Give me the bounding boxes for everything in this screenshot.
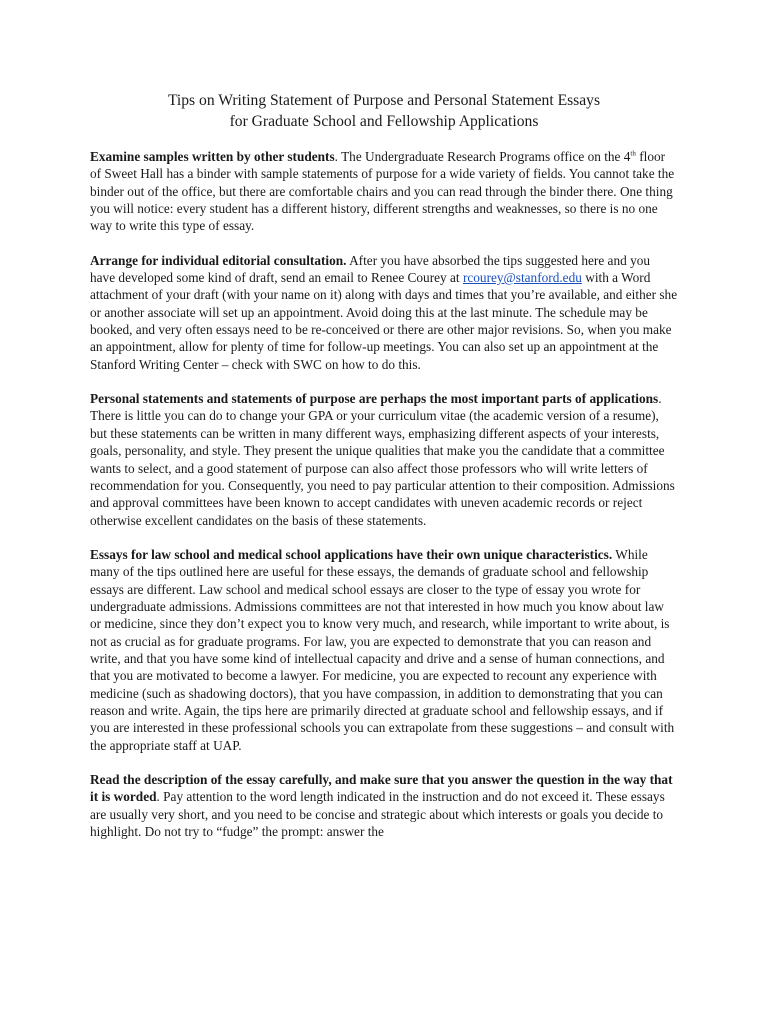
paragraph-editorial-consultation — [90, 252, 678, 373]
paragraph-text: . Pay attention to the word length indicated in the instruction and do not exceed it. These essays are usually very short, and you need to be concise and strategic about which interests or goals you decide to highlight. Do not try to “fudge” the prompt: answer the — [90, 789, 665, 840]
paragraph-text: After you have absorbed the tips suggested here and you have developed some kind of draft, send an email to Renee Courey at — [90, 252, 651, 286]
paragraph-examine-samples — [90, 148, 678, 235]
title-line-1: Tips on Writing Statement of Purpose and Personal Statement Essays — [167, 92, 601, 109]
paragraph-read-description — [90, 771, 678, 840]
title-line-2: for Graduate School and Fellowship Applications — [229, 113, 539, 130]
paragraph-text: with a Word attachment of your draft (with your name on it) along with days and times that you’re available, and either she or another associate will set up an appointment. Avoid doing this at the last minute. The schedule may be booked, and very often essays need to be re-conceived or there are other major revisions. So, when you make an appointment, allow for plenty of time for follow-up meetings. You can also set up an appointment at the Stanford Writing Center – check with SWC on how to do this. — [90, 270, 678, 372]
paragraph-text: . There is little you can do to change your GPA or your curriculum vitae (the academic version of a resume), but these statements can be written in many different ways, emphasizing different aspects of your interests, goals, personality, and style. They present the unique qualities that make you the candidate that a committee wants to select, and a good statement of purpose can also affect those professors who will write letters of recommendation for you. Consequently, you need to pay particular attention to their composition. Admissions and approval committees have been known to accept candidates with uneven academic records or reject otherwise excellent candidates on the basis of these statements. — [90, 391, 675, 528]
paragraph-lead: Arrange for individual editorial consultation. — [90, 252, 347, 268]
paragraph-personal-statements — [90, 390, 678, 529]
paragraph-text: . The Undergraduate Research Programs office on the 4 — [334, 149, 631, 164]
paragraph-lead: Read the description of the essay carefully, and make sure that you answer the question in the way that it is worded — [90, 772, 673, 805]
document-title — [90, 90, 678, 132]
paragraph-law-medical-essays — [90, 546, 678, 754]
paragraph-lead: Essays for law school and medical school applications have their own unique characteristics. — [90, 546, 613, 562]
paragraph-text: While many of the tips outlined here are useful for these essays, the demands of graduate school and fellowship essays are different. Law school and medical school essays are closer to the type of essay you wrote for undergraduate admissions. Admissions committees are not that interested in how much you know about law or medicine, since they don’t expect you to know very much, and research, while important to write about, is not as crucial as for graduate programs. For law, you are expected to demonstrate that you can reason and write, and that you have some kind of intellectual capacity and drive and a sense of human connections, and that you are motivated to become a lawyer. For medicine, you are expected to recount any experience with medicine (such as shadowing doctors), that you have compassion, in addition to demonstrating that you can reason and write. Again, the tips here are primarily directed at graduate school and fellowship essays, and if you are interested in these professional schools you can extrapolate from these suggestions – and consult with the appropriate staff at UAP. — [90, 546, 675, 753]
email-link[interactable]: rcourey@stanford.edu — [462, 270, 582, 286]
paragraph-lead: Personal statements and statements of purpose are perhaps the most important parts of applications — [90, 391, 659, 407]
ordinal-suffix: th — [630, 149, 636, 158]
paragraph-text: floor of Sweet Hall has a binder with sample statements of purpose for a wide variety of fields. You cannot take the binder out of the office, but there are comfortable chairs and you can read through the binder there. One thing you will notice: every student has a different history, different strengths and weaknesses, so there is no one way to write this type of essay. — [90, 149, 675, 234]
paragraph-lead: Examine samples written by other students — [90, 149, 335, 164]
